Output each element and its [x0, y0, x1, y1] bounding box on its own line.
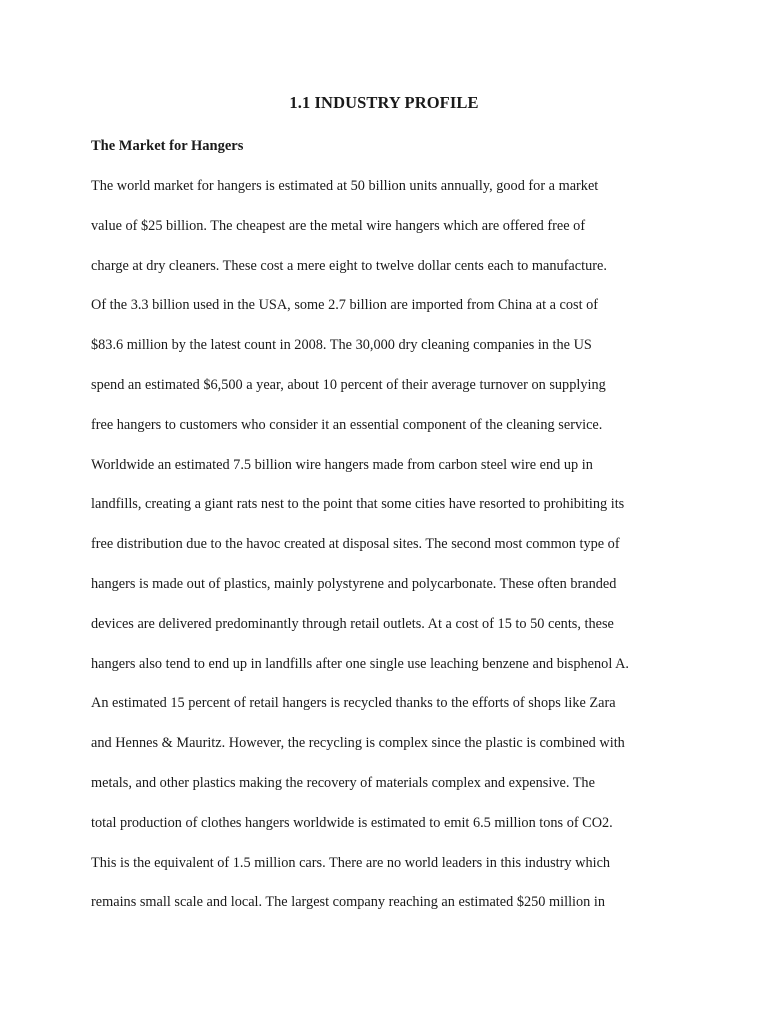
text-line: free distribution due to the havoc created at disposal sites. The second most common type of — [91, 536, 620, 553]
subheading: The Market for Hangers — [91, 138, 244, 154]
text-line: An estimated 15 percent of retail hangers is recycled thanks to the efforts of shops like Zara — [91, 695, 616, 712]
body-text — [91, 175, 691, 931]
text-line: and Hennes & Mauritz. However, the recycling is complex since the plastic is combined with — [91, 735, 625, 752]
text-line: metals, and other plastics making the recovery of materials complex and expensive. The — [91, 774, 595, 791]
text-line: free hangers to customers who consider it an essential component of the cleaning service. — [91, 416, 603, 433]
text-line: $83.6 million by the latest count in 2008. The 30,000 dry cleaning companies in the US — [91, 337, 592, 354]
text-line: The world market for hangers is estimated at 50 billion units annually, good for a market — [91, 178, 599, 194]
text-line: landfills, creating a giant rats nest to the point that some cities have resorted to prohibiting its — [91, 496, 625, 513]
text-line: value of $25 billion. The cheapest are the metal wire hangers which are offered free of — [91, 217, 586, 234]
text-line: hangers is made out of plastics, mainly polystyrene and polycarbonate. These often branded — [91, 575, 617, 592]
text-line: charge at dry cleaners. These cost a mere eight to twelve dollar cents each to manufacture. — [91, 257, 607, 274]
text-line: Worldwide an estimated 7.5 billion wire hangers made from carbon steel wire end up in — [91, 456, 593, 473]
text-line: hangers also tend to end up in landfills after one single use leaching benzene and bisphenol A. — [91, 655, 629, 672]
text-line: remains small scale and local. The largest company reaching an estimated $250 million in — [91, 894, 606, 911]
text-line: devices are delivered predominantly through retail outlets. At a cost of 15 to 50 cents, these — [91, 615, 614, 632]
text-line: This is the equivalent of 1.5 million cars. There are no world leaders in this industry which — [91, 854, 611, 871]
section-title: 1.1 INDUSTRY PROFILE — [289, 93, 479, 112]
text-line: spend an estimated $6,500 a year, about 10 percent of their average turnover on supplying — [91, 376, 606, 393]
text-line: Of the 3.3 billion used in the USA, some 2.7 billion are imported from China at a cost of — [91, 297, 599, 314]
text-line: total production of clothes hangers worldwide is estimated to emit 6.5 million tons of CO2. — [91, 814, 613, 831]
